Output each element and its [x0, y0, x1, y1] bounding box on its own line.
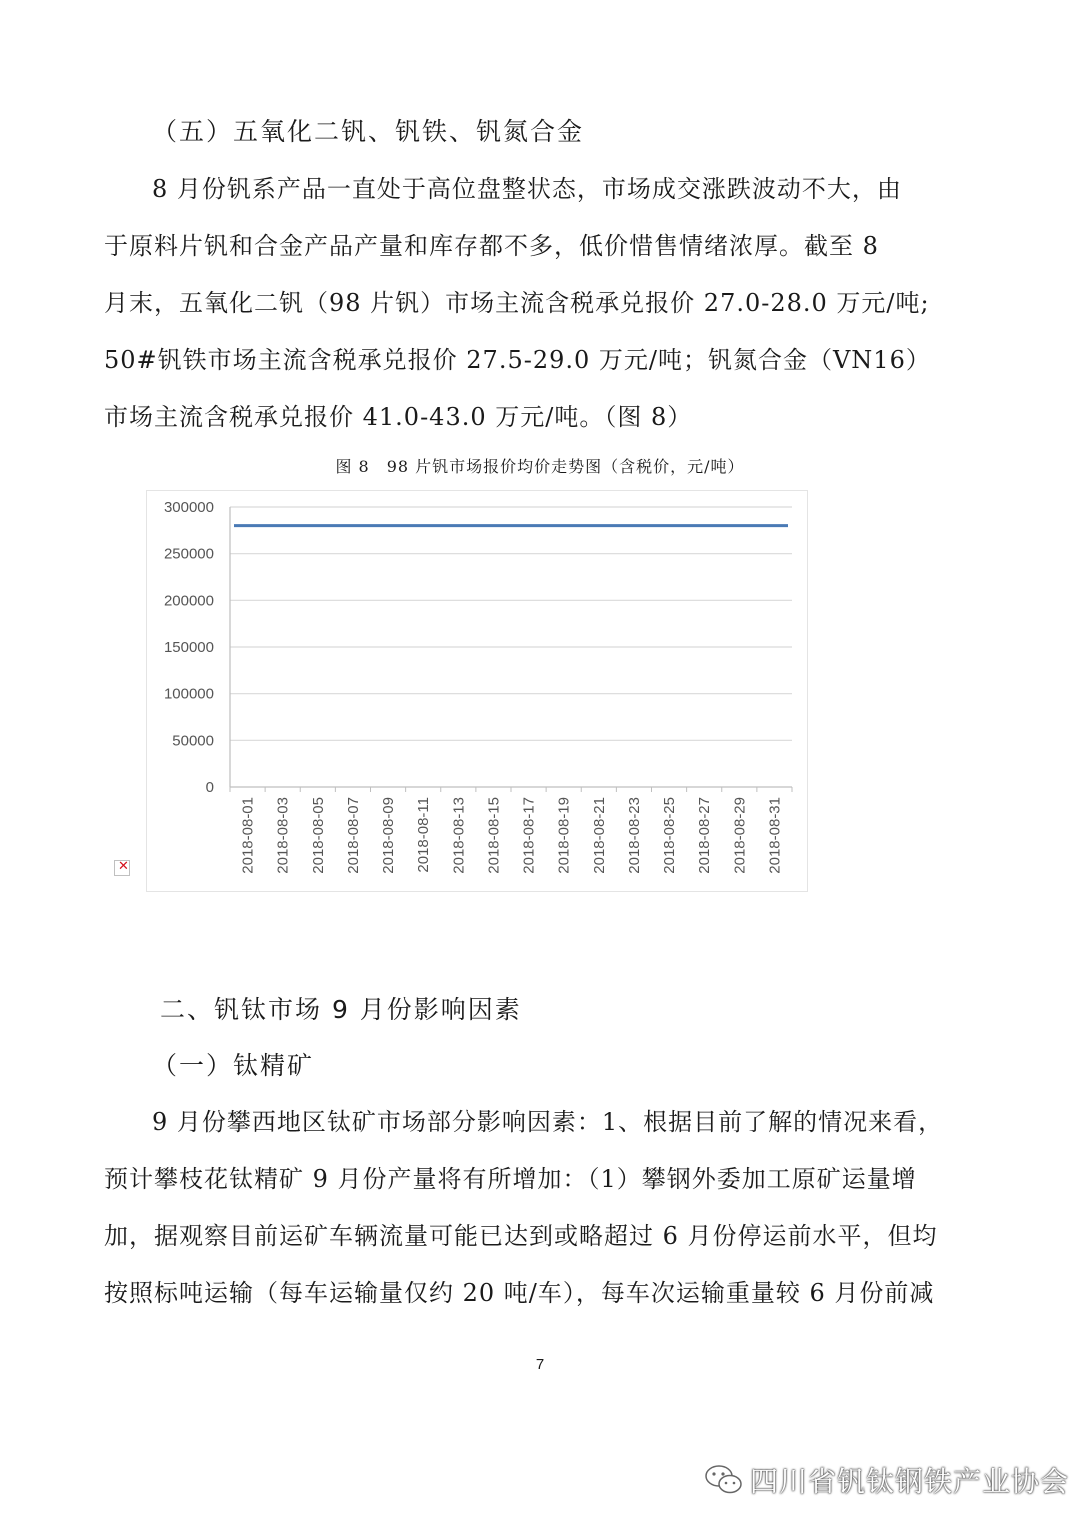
x-tick-label: 2018-08-05	[309, 797, 327, 874]
sub-section-heading: （一）钛精矿	[152, 1051, 315, 1080]
y-tick-label: 150000	[163, 639, 214, 656]
broken-image-icon: ✕	[114, 860, 130, 876]
paragraph-line: 市场主流含税承兑报价 41.0-43.0 万元/吨。（图 8）	[104, 403, 693, 431]
section-five-heading: （五）五氧化二钒、钒铁、钒氮合金	[152, 117, 585, 146]
x-tick-label: 2018-08-21	[590, 797, 608, 874]
paragraph-line: 50#钒铁市场主流含税承兑报价 27.5-29.0 万元/吨；钒氮合金（VN16）	[104, 346, 931, 374]
section-five-paragraph	[104, 161, 984, 446]
x-tick-label: 2018-08-19	[555, 797, 573, 874]
paragraph-line: 月末，五氧化二钒（98 片钒）市场主流含税承兑报价 27.0-28.0 万元/吨;	[104, 289, 930, 317]
section-two-paragraph	[104, 1094, 984, 1322]
page-number: 7	[535, 1356, 545, 1373]
y-tick-label: 0	[205, 779, 214, 796]
x-tick-label: 2018-08-27	[696, 797, 714, 874]
x-tick-label: 2018-08-17	[520, 797, 538, 874]
paragraph-line: 加，据观察目前运矿车辆流量可能已达到或略超过 6 月份停运前水平，但均	[104, 1222, 938, 1250]
wechat-icon	[704, 1463, 744, 1497]
paragraph-line: 按照标吨运输（每车运输量仅约 20 吨/车），每车次运输重量较 6 月份前减	[104, 1279, 935, 1307]
figure-caption: 图 8 98 片钒市场报价均价走势图（含税价，元/吨）	[335, 457, 745, 476]
x-tick-label: 2018-08-13	[450, 797, 468, 874]
paragraph-line: 9 月份攀西地区钛矿市场部分影响因素：1、根据目前了解的情况来看，	[152, 1108, 944, 1136]
y-tick-label: 100000	[163, 685, 214, 703]
paragraph-line: 于原料片钒和合金产品产量和库存都不多，低价惜售情绪浓厚。截至 8	[104, 232, 879, 260]
y-tick-label: 300000	[163, 499, 214, 516]
x-tick-label: 2018-08-29	[731, 797, 749, 874]
y-tick-label: 50000	[172, 732, 214, 750]
x-tick-label: 2018-08-31	[766, 797, 784, 874]
x-tick-label: 2018-08-09	[380, 797, 398, 874]
paragraph-line: 预计攀枝花钛精矿 9 月份产量将有所增加：（1）攀钢外委加工原矿运量增	[104, 1165, 917, 1193]
y-tick-label: 200000	[163, 592, 214, 610]
section-two-heading: 二、钒钛市场 9 月份影响因素	[160, 995, 522, 1024]
wechat-watermark	[704, 1458, 1069, 1502]
watermark-text: 四川省钒钛钢铁产业协会	[750, 1465, 1070, 1498]
x-tick-label: 2018-08-25	[661, 797, 679, 874]
x-tick-label: 2018-08-11	[415, 797, 433, 873]
x-tick-label: 2018-08-03	[274, 797, 292, 874]
y-tick-label: 250000	[163, 545, 214, 563]
price-trend-chart	[140, 485, 820, 905]
x-tick-label: 2018-08-15	[485, 797, 503, 874]
x-tick-label: 2018-08-01	[239, 797, 257, 874]
x-tick-label: 2018-08-23	[625, 797, 643, 874]
x-tick-label: 2018-08-07	[344, 797, 362, 874]
paragraph-line: 8 月份钒系产品一直处于高位盘整状态，市场成交涨跌波动不大，由	[152, 175, 902, 203]
